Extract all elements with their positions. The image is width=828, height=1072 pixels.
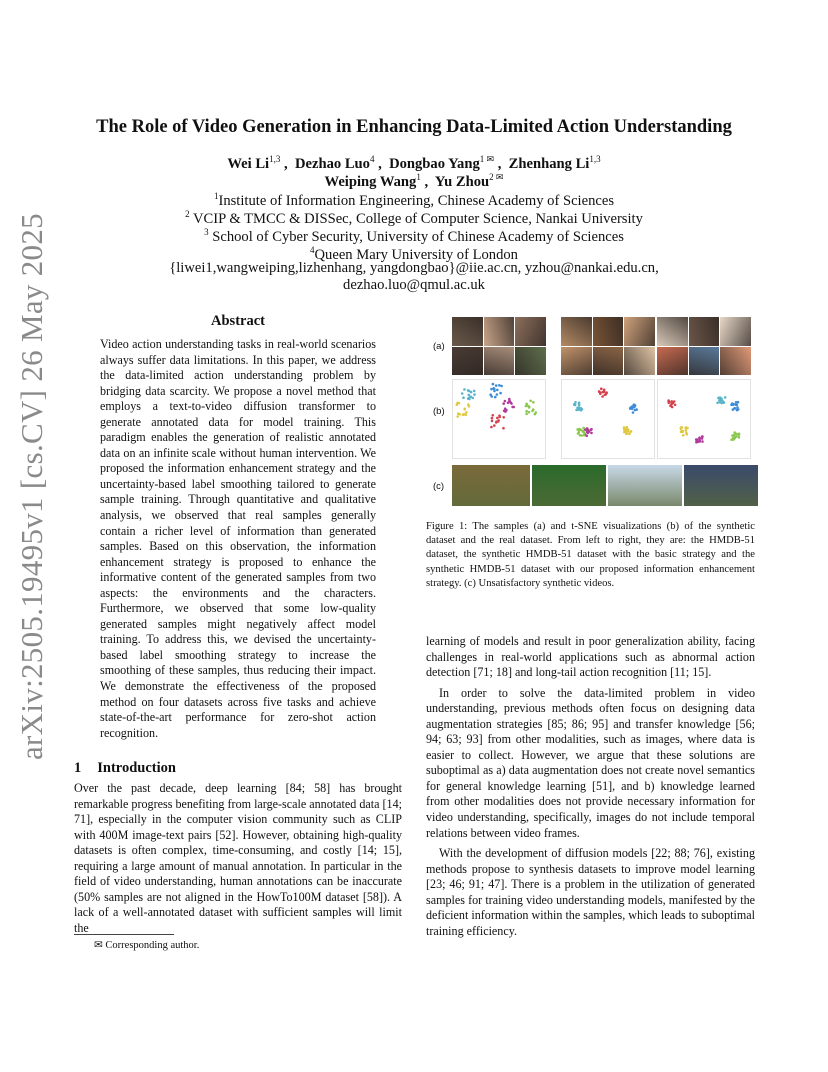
figure-panel-label-a: (a) [433, 341, 445, 352]
sample-thumbnail [657, 347, 688, 376]
paragraph: With the development of diffusion models [22; 88; 76], existing methods propose to synthesis datasets to improve model learning [23; 46; 91; 47]. There is a problem in the utilization of generated samples for training video understanding models, manifested by the deficient information within the samples, which leads to suboptimal training efficiency. [426, 846, 755, 938]
tsne-point [458, 413, 461, 416]
tsne-point [468, 394, 471, 397]
abstract-body: Video action understanding tasks in real-world scenarios always suffer data limitations. In this paper, we address the data-limited action understanding problem by bridging data scarcity. We propose a novel method that employs a text-to-video diffusion transformer to generate annotated data for model training. This paradigm enables the generation of realistic annotated data on an infinite scale without human intervention. We proposed the information enhancement strategy and the uncertainty-based label smoothing tailored to generate sample training. Through quantitative and qualitative analysis, we observed that real samples generally contain a richer level of information than generated samples. Based on this observation, the information enhancement strategy is proposed to enhance the informative content of the generated samples from two aspects: the environments and the characters. Furthermore, we observed that some low-quality generated samples might negatively affect model training. To address this, we devised the uncertainty-based label smoothing strategy to increase the smoothing of these samples, thus reducing their impact. We demonstrate the effectiveness of the proposed method on four datasets across five tasks and achieve state-of-the-art performance for zero-shot action recognition. [100, 337, 376, 740]
tsne-point [668, 401, 671, 404]
tsne-scatter [453, 380, 545, 458]
sample-thumbnail [484, 347, 515, 376]
tsne-point [463, 408, 466, 411]
footnote-divider [74, 934, 174, 935]
tsne-point [603, 389, 606, 392]
affiliation-text: School of Cyber Security, University of Chinese Academy of Sciences [208, 228, 624, 245]
sample-thumbnail [593, 347, 624, 376]
author-name: Dongbao Yang [389, 155, 480, 172]
tsne-scatter [658, 380, 750, 458]
tsne-plot [657, 379, 751, 459]
tsne-point [525, 405, 528, 408]
tsne-point [463, 413, 466, 416]
tsne-plot [452, 379, 546, 459]
tsne-point [508, 398, 511, 401]
author-affiliation-mark: 1 [416, 172, 421, 182]
tsne-point [493, 388, 496, 391]
tsne-point [535, 411, 538, 414]
tsne-point [496, 417, 499, 420]
tsne-point [701, 440, 704, 443]
tsne-point [737, 401, 740, 404]
author-name: Wei Li [227, 155, 270, 172]
tsne-point [456, 402, 459, 405]
authors-line-2: Weiping Wang$^1$ , Yu Zhou$^{2 ✉}$ [324, 172, 504, 190]
tsne-point [468, 398, 471, 401]
author-affiliation-mark: 1,3 [589, 154, 601, 164]
sample-thumbnail [593, 317, 624, 346]
affiliation-text: Queen Mary University of London [314, 246, 518, 263]
email-line-1: {liwei1,wangweiping,lizhenhang, yangdongbao}@iie.ac.cn, yzhou@nankai.edu.cn, [169, 260, 659, 276]
tsne-point [505, 409, 508, 412]
tsne-point [587, 432, 590, 435]
tsne-point [627, 428, 630, 431]
sample-thumbnail-group [561, 317, 655, 375]
author-name: Yu Zhou [434, 173, 490, 190]
tsne-point [491, 417, 494, 420]
tsne-point [510, 402, 513, 405]
sample-thumbnail [657, 317, 688, 346]
tsne-point [496, 389, 499, 392]
sample-thumbnail [561, 317, 592, 346]
tsne-point [504, 400, 507, 403]
sample-thumbnail-group [657, 317, 751, 375]
tsne-point [578, 402, 581, 405]
tsne-point [469, 395, 472, 398]
tsne-point [580, 434, 583, 437]
tsne-point [529, 400, 532, 403]
affiliation-mark: 2 [185, 209, 190, 219]
figure-panel-label-c: (c) [433, 481, 445, 492]
tsne-point [490, 388, 493, 391]
tsne-point [496, 393, 499, 396]
sample-thumbnail-group [452, 317, 546, 375]
tsne-point [586, 427, 589, 430]
tsne-point [531, 410, 534, 413]
tsne-point [732, 438, 735, 441]
tsne-point [598, 390, 601, 393]
tsne-point [736, 409, 739, 412]
tsne-point [498, 416, 501, 419]
tsne-point [698, 440, 701, 443]
sample-thumbnail [515, 317, 546, 346]
tsne-scatter [562, 380, 654, 458]
tsne-point [717, 397, 720, 400]
tsne-point [461, 392, 464, 395]
tsne-point [473, 393, 476, 396]
tsne-point [738, 436, 741, 439]
tsne-point [577, 432, 580, 435]
tsne-point [583, 431, 586, 434]
tsne-point [732, 408, 735, 411]
section-title: Introduction [97, 760, 176, 776]
tsne-point [498, 384, 501, 387]
tsne-point [511, 406, 514, 409]
author-name: Weiping Wang [324, 173, 417, 190]
tsne-point [499, 392, 502, 395]
tsne-point [695, 439, 698, 442]
tsne-point [682, 434, 685, 437]
sample-thumbnail [720, 317, 751, 346]
tsne-point [578, 407, 581, 410]
paper-title: The Role of Video Generation in Enhancing Data-Limited Action Understanding [96, 117, 732, 137]
affiliation-mark: 4 [310, 245, 315, 255]
author-affiliation-mark: 1,3 [269, 154, 281, 164]
tsne-point [680, 431, 683, 434]
right-column-body [426, 634, 755, 939]
tsne-point [490, 426, 493, 429]
tsne-point [590, 428, 593, 431]
tsne-point [634, 409, 637, 412]
tsne-point [582, 427, 585, 430]
sample-thumbnail [689, 317, 720, 346]
tsne-point [575, 409, 578, 412]
tsne-point [470, 391, 473, 394]
tsne-point [601, 395, 604, 398]
tsne-point [605, 391, 608, 394]
tsne-point [685, 432, 688, 435]
tsne-point [599, 393, 602, 396]
tsne-point [674, 404, 677, 407]
affiliation-mark: 1 [213, 191, 219, 201]
tsne-point [670, 404, 673, 407]
tsne-point [528, 411, 531, 414]
tsne-point [716, 402, 719, 405]
tsne-point [525, 410, 528, 413]
tsne-point [735, 433, 738, 436]
author-affiliation-mark: 4 [369, 154, 375, 164]
arxiv-identifier: arXiv:2505.19495v1 [cs.CV] 26 May 2025 [14, 213, 49, 760]
sample-thumbnail [624, 347, 655, 376]
tsne-point [734, 407, 737, 410]
tsne-plot [561, 379, 655, 459]
tsne-point [502, 402, 505, 405]
tsne-point [680, 426, 683, 429]
sample-thumbnail [624, 317, 655, 346]
tsne-point [467, 403, 470, 406]
authors-line-1: Wei Li$^{1,3}$ , Dezhao Luo$^4$ , Dongbao Yang$^{1 ✉}$ , Zhenhang Li$^{1,3}$ [227, 154, 601, 172]
sample-thumbnail [561, 347, 592, 376]
figure-unsatisfactory-videos-panel [452, 465, 756, 506]
section-heading-introduction [74, 760, 176, 777]
tsne-point [600, 387, 603, 390]
tsne-point [495, 384, 498, 387]
tsne-point [473, 390, 476, 393]
author-affiliation-mark: 2 ✉ [489, 172, 504, 182]
author-name: Zhenhang Li [508, 155, 590, 172]
sample-thumbnail [689, 347, 720, 376]
synthetic-video-frame [684, 465, 758, 506]
tsne-point [490, 395, 493, 398]
tsne-point [492, 414, 495, 417]
tsne-point [578, 428, 581, 431]
figure-caption: Figure 1: The samples (a) and t-SNE visualizations (b) of the synthetic dataset and the real dataset. From left to right, they are: the HMDB-51 dataset, the synthetic HMDB-51 dataset with the basic strategy and the synthetic HMDB-51 dataset with our proposed information enhancement strategy. (c) Unsatisfactory synthetic videos. [426, 521, 755, 589]
sample-thumbnail [452, 317, 483, 346]
tsne-point [731, 434, 734, 437]
tsne-point [685, 429, 688, 432]
tsne-point [732, 403, 735, 406]
sample-thumbnail [720, 347, 751, 376]
tsne-point [502, 416, 505, 419]
footnote-corresponding-author: ✉ Corresponding author. [94, 940, 200, 951]
tsne-point [574, 404, 577, 407]
section-number: 1 [74, 760, 82, 776]
tsne-point [718, 399, 721, 402]
introduction-body: Over the past decade, deep learning [84; 58] has brought remarkable progress benefiting from large-scale annotated data [14; 71], especially in the computer vision community such as CLIP with 400M image-text pairs [52]. However, obtaining high-quality datasets is often complex, time-consuming, and costly [14; 15], requiring a large amount of manual annotation. In particular in the field of video understanding, human annotations can be inaccurate (50% samples are not aligned in the HowTo100M dataset [58]). A lack of a well-annotated dataset with sufficient samples will limit the [74, 781, 402, 935]
author-name: Dezhao Luo [294, 155, 370, 172]
tsne-point [628, 433, 631, 436]
tsne-point [724, 396, 727, 399]
tsne-point [525, 413, 528, 416]
sample-thumbnail [484, 317, 515, 346]
tsne-point [494, 396, 497, 399]
tsne-point [623, 426, 626, 429]
paragraph: In order to solve the data-limited problem in video understanding, previous methods often focus on designing data augmentation strategies [85; 86; 95] and transfer knowledge [56; 94; 63; 93] from other modalities, such as images, where data is easier to collect. However, we argue that these solutions are suboptimal as a) data augmentation does not create novel semantics for general knowledge learning [51], and b) knowledge learned from other modalities does not provide necessary information for video understanding, specifically, images do not include temporal relations between video frames. [426, 685, 755, 840]
figure-tsne-panel [452, 379, 756, 459]
email-line-2: dezhao.luo@qmul.ac.uk [343, 277, 485, 293]
tsne-point [629, 407, 632, 410]
affiliation-text: VCIP & TMCC & DISSec, College of Computer Science, Nankai University [189, 210, 643, 227]
tsne-point [701, 435, 704, 438]
tsne-point [602, 391, 605, 394]
tsne-point [491, 420, 494, 423]
tsne-point [492, 383, 495, 386]
tsne-point [632, 411, 635, 414]
synthetic-video-frame [608, 465, 682, 506]
sample-thumbnail [452, 347, 483, 376]
tsne-point [626, 426, 629, 429]
tsne-point [590, 432, 593, 435]
sample-thumbnail [515, 347, 546, 376]
affiliation-text: Institute of Information Engineering, Chinese Academy of Sciences [218, 192, 615, 209]
tsne-point [456, 415, 459, 418]
tsne-point [583, 434, 586, 437]
tsne-point [493, 424, 496, 427]
affiliation-mark: 3 [204, 227, 209, 237]
figure-samples-panel [452, 317, 756, 375]
tsne-point [695, 441, 698, 444]
tsne-point [634, 404, 637, 407]
tsne-point [626, 432, 629, 435]
author-affiliation-mark: 1 ✉ [479, 154, 495, 164]
tsne-point [463, 388, 466, 391]
tsne-point [736, 404, 739, 407]
tsne-point [465, 411, 468, 414]
tsne-point [532, 401, 535, 404]
abstract-heading: Abstract [211, 313, 265, 329]
tsne-point [500, 385, 503, 388]
figure-panel-label-b: (b) [433, 406, 445, 417]
synthetic-video-frame [532, 465, 606, 506]
tsne-point [495, 421, 498, 424]
tsne-point [503, 410, 506, 413]
tsne-point [684, 427, 687, 430]
synthetic-video-frame [452, 465, 530, 506]
tsne-point [462, 396, 465, 399]
tsne-point [502, 427, 505, 430]
tsne-point [672, 402, 675, 405]
paragraph: learning of models and result in poor generalization ability, facing challenges in real-world applications such as abnormal action detection [71; 18] and long-tail action recognition [11; 15]. [426, 634, 755, 680]
